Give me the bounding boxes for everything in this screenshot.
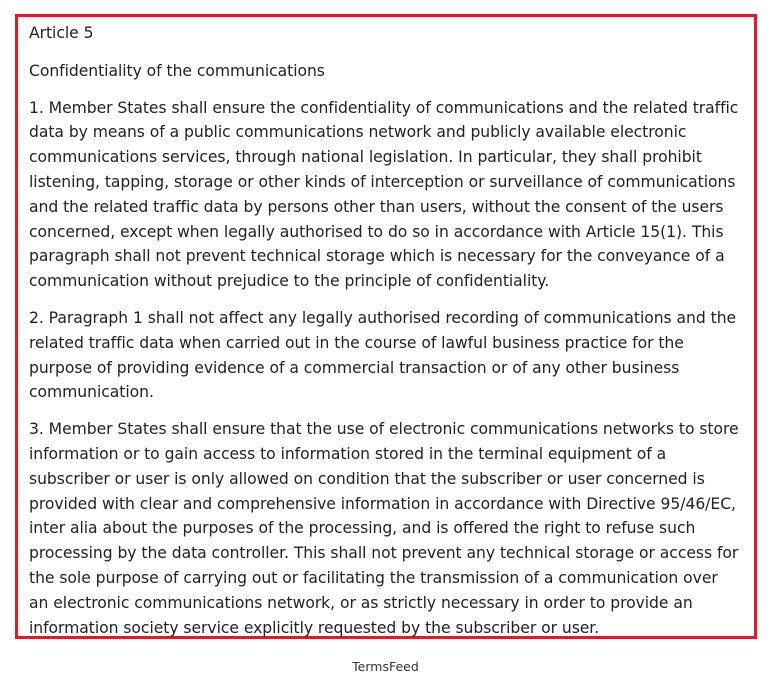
highlight-frame (15, 14, 757, 639)
article-paragraph-3: 3. Member States shall ensure that the use of electronic communications networks to store information or to gain access to information stored in the terminal equipment of a subscriber or user is only allowed on condition that the subscriber or user concerned is provided with clear and comprehensive information in accordance with Directive 95/46/EC, inter alia about the purposes of the processing, and is offered the right to refuse such processing by the data controller. This shall not prevent any technical storage or access for the sole purpose of carrying out or facilitating the transmission of a communication over an electronic communications network, or as strictly necessary in order to provide an information society service explicitly requested by the subscriber or user. (29, 420, 739, 637)
article-content (29, 21, 741, 652)
article-paragraph-2: 2. Paragraph 1 shall not affect any legally authorised recording of communications and the related traffic data when carried out in the course of lawful business practice for the purpose of providing evidence of a commercial transaction or of any other business communication. (29, 308, 737, 402)
article-subtitle: Confidentiality of the communications (29, 61, 325, 80)
article-paragraph-1: 1. Member States shall ensure the confidentiality of communications and the related traffic data by means of a public communications network and publicly available electronic communications services, through national legislation. In particular, they shall prohibit listening, tapping, storage or other kinds of interception or surveillance of communications and the related traffic data by persons other than users, without the consent of the users concerned, except when legally authorised to do so in accordance with Article 15(1). This paragraph shall not prevent technical storage which is necessary for the conveyance of a communication without prejudice to the principle of confidentiality. (29, 98, 739, 291)
article-title: Article 5 (29, 24, 94, 42)
footer-credit: TermsFeed (352, 659, 419, 674)
